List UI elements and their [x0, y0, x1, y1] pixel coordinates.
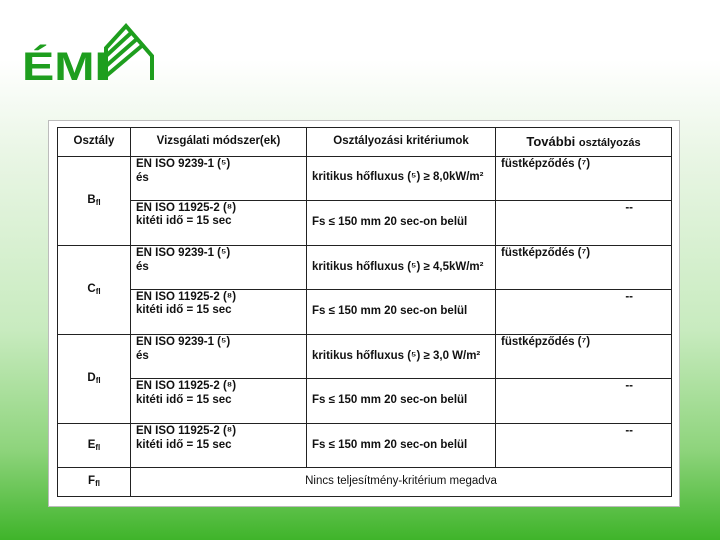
criteria-cell: Fs ≤ 150 mm 20 sec-on belül: [307, 289, 496, 335]
table-row: [58, 424, 672, 468]
header-criteria: Osztályozási kritériumok: [307, 128, 496, 157]
method-cell: EN ISO 11925-2 (⁸) kitéti idő = 15 sec: [131, 289, 307, 335]
method-cell: EN ISO 11925-2 (⁸) kitéti idő = 15 sec: [131, 424, 307, 468]
header-class: Osztály: [58, 128, 131, 157]
table-row: [58, 289, 672, 335]
criteria-cell: Fs ≤ 150 mm 20 sec-on belül: [307, 424, 496, 468]
emi-logo: [22, 22, 156, 84]
criteria-cell: Fs ≤ 150 mm 20 sec-on belül: [307, 200, 496, 246]
classification-table: [57, 127, 672, 497]
no-criteria-cell: Nincs teljesítmény-kritérium megadva: [131, 467, 672, 496]
table-row: [58, 335, 672, 379]
table-row: [58, 200, 672, 246]
header-additional: További osztályozás: [496, 128, 672, 157]
class-cell-e: $E_{fl}$: [58, 424, 131, 468]
table-row: [58, 467, 672, 496]
table-row: [58, 378, 672, 424]
class-cell-b: $B_{fl}$: [58, 157, 131, 246]
criteria-cell: Fs ≤ 150 mm 20 sec-on belül: [307, 378, 496, 424]
criteria-cell: kritikus hőfluxus (⁵) ≥ 8,0kW/m²: [307, 157, 496, 201]
extra-cell: --: [496, 378, 672, 424]
extra-cell: füstképződés (⁷): [496, 157, 672, 201]
table-row: [58, 157, 672, 201]
method-cell: EN ISO 9239-1 (⁵) és: [131, 246, 307, 290]
method-cell: EN ISO 11925-2 (⁸) kitéti idő = 15 sec: [131, 200, 307, 246]
logo-text: ÉMI: [22, 45, 94, 84]
extra-cell: --: [496, 200, 672, 246]
method-cell: EN ISO 11925-2 (⁸) kitéti idő = 15 sec: [131, 378, 307, 424]
criteria-cell: kritikus hőfluxus (⁵) ≥ 3,0 W/m²: [307, 335, 496, 379]
method-cell: EN ISO 9239-1 (⁵) és: [131, 157, 307, 201]
extra-cell: --: [496, 424, 672, 468]
logo-roof-icon: [106, 26, 152, 80]
class-cell-f: $F_{fl}$: [58, 467, 131, 496]
extra-cell: --: [496, 289, 672, 335]
header-method: Vizsgálati módszer(ek): [131, 128, 307, 157]
extra-cell: füstképződés (⁷): [496, 335, 672, 379]
class-cell-d: $D_{fl}$: [58, 335, 131, 424]
method-cell: EN ISO 9239-1 (⁵) és: [131, 335, 307, 379]
table-header-row: [58, 128, 672, 157]
scanned-document: [48, 120, 680, 507]
criteria-cell: kritikus hőfluxus (⁵) ≥ 4,5kW/m²: [307, 246, 496, 290]
extra-cell: füstképződés (⁷): [496, 246, 672, 290]
table-row: [58, 246, 672, 290]
class-cell-c: $C_{fl}$: [58, 246, 131, 335]
